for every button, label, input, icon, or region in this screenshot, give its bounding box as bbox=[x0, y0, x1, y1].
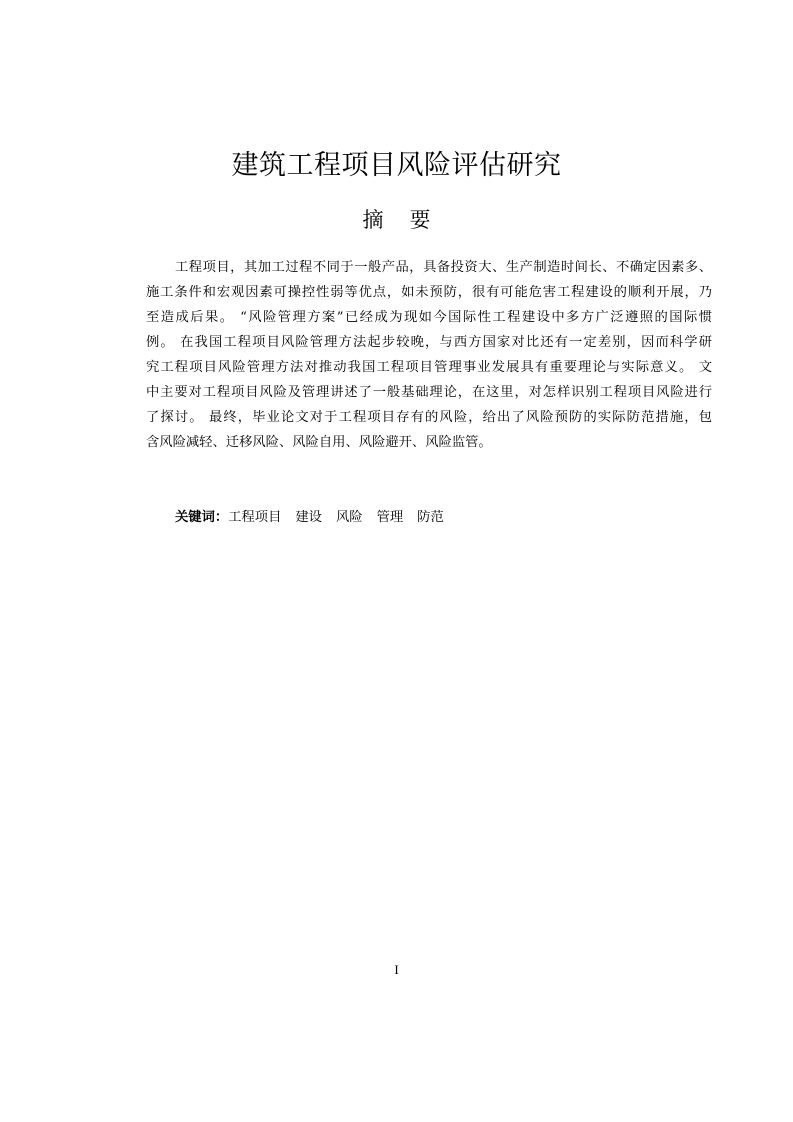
page-title: 建筑工程项目风险评估研究 bbox=[231, 150, 562, 181]
keyword-item: 风险 bbox=[335, 510, 363, 525]
keywords-label: 关键词： bbox=[175, 510, 229, 525]
abstract-line: 含风险减轻、迁移风险、风险自用、风险避开、风险监管。 bbox=[146, 435, 492, 450]
abstract-line: 例。 在我国工程项目风险管理方法起步较晚，与西方国家对比还有一定差别，因而科学研 bbox=[146, 335, 712, 350]
abstract-line: 中主要对工程项目风险及管理讲述了一般基础理论，在这里，对怎样识别工程项目风险进行 bbox=[146, 385, 712, 400]
page-number: I bbox=[394, 962, 399, 977]
abstract-line: 究工程项目风险管理方法对推动我国工程项目管理事业发展具有重要理论与实际意义。 文 bbox=[146, 360, 712, 375]
abstract-heading bbox=[0, 204, 793, 236]
keyword-item: 防范 bbox=[417, 510, 444, 525]
abstract-line: 施工条件和宏观因素可操控性弱等优点，如未预防，很有可能危害工程建设的顺利开展，乃 bbox=[146, 285, 712, 300]
abstract-line: 工程项目，其加工过程不同于一般产品，具备投资大、生产制造时间长、不确定因素多、 bbox=[175, 260, 712, 275]
abstract-line: 至造成后果。 “风险管理方案”已经成为现如今国际性工程建设中多方广泛遵照的国际惯 bbox=[146, 310, 712, 325]
keyword-item: 工程项目 bbox=[228, 510, 282, 525]
keyword-item: 管理 bbox=[376, 510, 404, 525]
abstract-line: 了探讨。 最终，毕业论文对于工程项目存有的风险，给出了风险预防的实际防范措施，包 bbox=[146, 410, 712, 425]
keywords bbox=[175, 505, 458, 530]
keyword-item: 建设 bbox=[295, 510, 322, 525]
abstract-heading-right: 要 bbox=[409, 208, 431, 232]
abstract-body bbox=[146, 255, 712, 455]
abstract-heading-left: 摘 bbox=[362, 208, 384, 232]
